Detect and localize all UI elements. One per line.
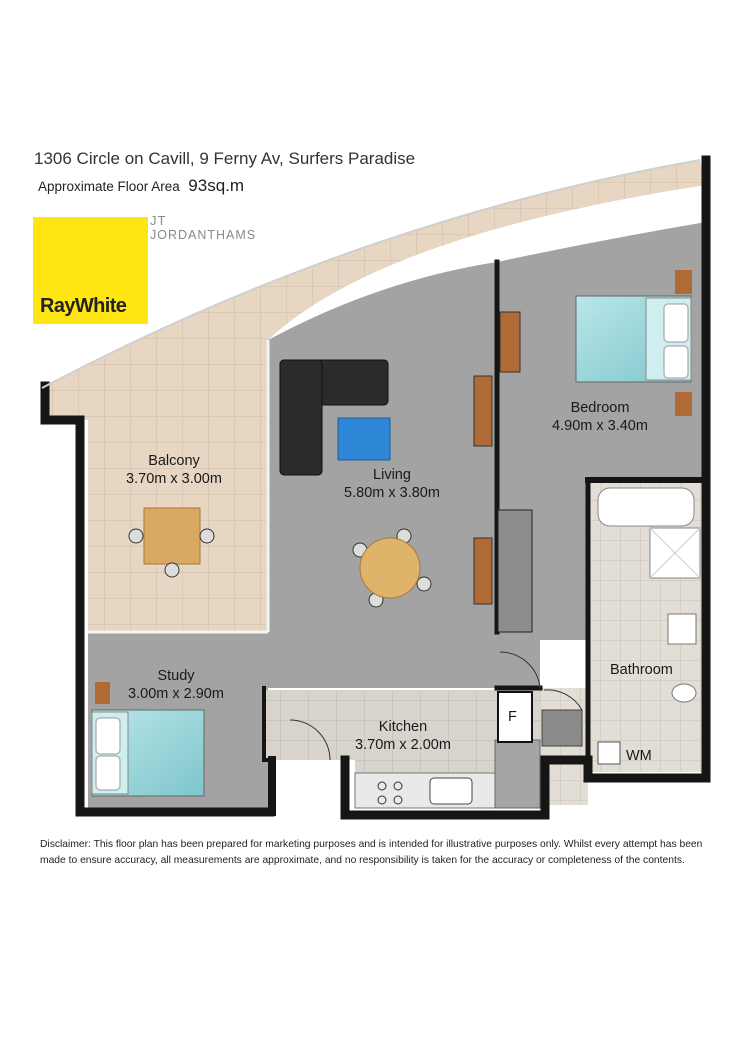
room-balcony [126, 452, 222, 488]
property-address: 1306 Circle on Cavill, 9 Ferny Av, Surfers Paradise [34, 149, 416, 168]
room-study [128, 667, 224, 703]
fridge-label: F [508, 709, 517, 725]
room-balcony-size: 3.70m x 3.00m [126, 471, 222, 487]
room-living-name: Living [373, 467, 411, 483]
agency-logo-mark: JT [150, 213, 167, 228]
room-study-size: 3.00m x 2.90m [128, 686, 224, 702]
washing-machine [598, 742, 620, 764]
room-living [344, 466, 440, 502]
kitchen-bench [355, 773, 495, 808]
room-kitchen [355, 718, 451, 754]
coffee-table [338, 418, 390, 460]
toilet [672, 684, 696, 702]
room-study-name: Study [157, 668, 195, 684]
room-bathroom-name: Bathroom [610, 662, 673, 678]
washing-machine-label: WM [626, 748, 652, 764]
floor-area-value: 93sq.m [188, 176, 245, 195]
room-bedroom-name: Bedroom [570, 400, 630, 416]
room-balcony-name: Balcony [148, 453, 200, 469]
room-living-size: 5.80m x 3.80m [344, 485, 440, 501]
room-kitchen-name: Kitchen [378, 719, 428, 735]
vanity-basin [668, 614, 696, 644]
disclaimer: Disclaimer: This floor plan has been prepared for marketing purposes and is intended for illustrative purposes only. Whilst every attempt has been made to ensure accuracy, all measurements are approximate, and no responsibility is taken for the accuracy or completeness of the contents. [40, 839, 703, 866]
room-kitchen-size: 3.70m x 2.00m [355, 737, 451, 753]
kitchen-sink [430, 778, 472, 804]
room-bedroom [552, 399, 648, 435]
floor-area-label: Approximate Floor Area [38, 179, 180, 194]
raywhite-logo-text: RayWhite [40, 295, 127, 317]
bathtub [598, 488, 694, 526]
room-bedroom-size: 4.90m x 3.40m [552, 418, 648, 434]
agency-logo-name: JORDANTHAMS [150, 228, 257, 242]
